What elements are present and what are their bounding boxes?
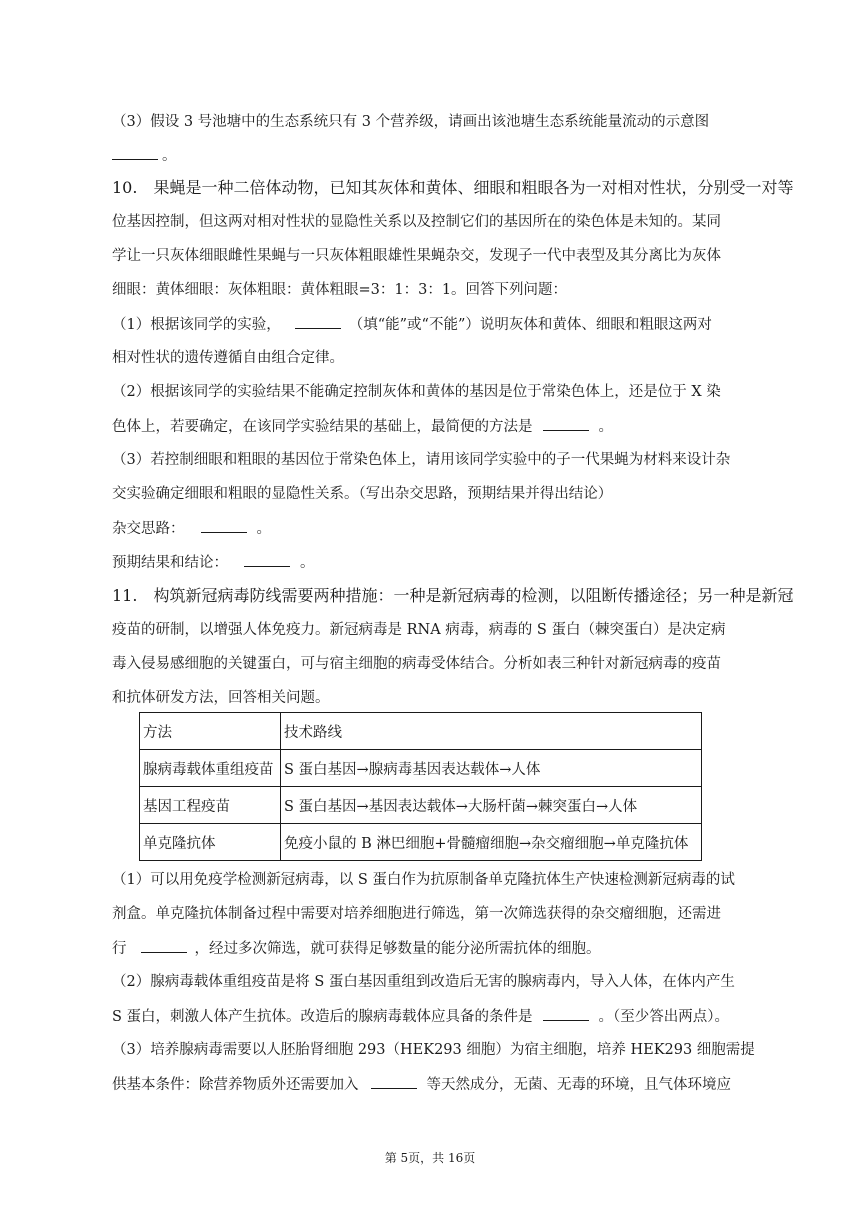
- q11-part2-tail: 。（至少答出两点）。: [598, 1009, 730, 1025]
- q10-part2-line2: [112, 416, 613, 437]
- q11-part2-line2: [112, 1006, 729, 1027]
- table-header-method: 方法: [140, 713, 281, 750]
- table-cell: 腺病毒载体重组疫苗: [140, 750, 281, 787]
- q11-part1-text: 行: [112, 941, 127, 957]
- q11-part1-line1: （1）可以用免疫学检测新冠病毒，以 S 蛋白作为抗原制备单克隆抗体生产快速检测新冠病毒的试: [112, 872, 735, 888]
- q10-expected-result: [112, 552, 315, 573]
- q11-part1-line2: 剂盒。单克隆抗体制备过程中需要对培养细胞进行筛选，第一次筛选获得的杂交瘤细胞，还需进: [112, 906, 721, 922]
- q11-line4: 和抗体研发方法，回答相关问题。: [112, 690, 330, 706]
- answer-blank[interactable]: [141, 938, 187, 953]
- table-row: [140, 787, 702, 824]
- q10-part2-text: 色体上，若要确定，在该同学实验结果的基础上，最简便的方法是: [112, 419, 533, 435]
- table-cell: 基因工程疫苗: [140, 787, 281, 824]
- q10-line3: 学让一只灰体细眼雌性果蝇与一只灰体粗眼雄性果蝇杂交，发现子一代中表型及其分离比为灰体: [112, 248, 721, 264]
- q10-part1-text: （1）根据该同学的实验，: [112, 317, 281, 333]
- table-row: [140, 824, 702, 861]
- q11-line3: 毒入侵易感细胞的关键蛋白，可与宿主细胞的病毒受体结合。分析如表三种针对新冠病毒的疫苗: [112, 656, 721, 672]
- q10-line2: 位基因控制，但这两对相对性状的显隐性关系以及控制它们的基因所在的染色体是未知的。某同: [112, 214, 721, 230]
- table-header-route: 技术路线: [281, 713, 702, 750]
- answer-blank[interactable]: [295, 314, 341, 329]
- q11-part2-line1: （2）腺病毒载体重组疫苗是将 S 蛋白基因重组到改造后无害的腺病毒内，导入人体，在体内产生: [112, 974, 735, 990]
- q10-part2-line1: （2）根据该同学的实验结果不能确定控制灰体和黄体的基因是位于常染色体上，还是位于 X 染: [112, 384, 721, 400]
- q11-part3-tail: 等天然成分，无菌、无毒的环境，且气体环境应: [426, 1077, 731, 1093]
- q10-line1: 10. 果蝇是一种二倍体动物，已知其灰体和黄体、细眼和粗眼各为一对相对性状，分别受一对等: [112, 178, 794, 197]
- q11-part1-line3: [112, 938, 601, 959]
- answer-blank[interactable]: [371, 1074, 417, 1089]
- table-cell: S 蛋白基因→基因表达载体→大肠杆菌→棘突蛋白→人体: [281, 787, 702, 824]
- q11-line2: 疫苗的研制，以增强人体免疫力。新冠病毒是 RNA 病毒，病毒的 S 蛋白（棘突蛋白）是决定病: [112, 622, 726, 638]
- q11-part1-tail: ，经过多次筛选，就可获得足够数量的能分泌所需抗体的细胞。: [194, 941, 601, 957]
- answer-blank[interactable]: [201, 518, 247, 533]
- expected-result-label: 预期结果和结论：: [112, 555, 228, 571]
- q10-part1-line1: [112, 314, 712, 335]
- q10-part1-tail: （填“能”或“不能”）说明灰体和黄体、细眼和粗眼这两对: [348, 317, 712, 333]
- answer-blank[interactable]: [543, 416, 589, 431]
- q11-part3-text: 供基本条件：除营养物质外还需要加入: [112, 1077, 359, 1093]
- page-footer: 第 5页，共 16页: [384, 1151, 476, 1165]
- q11-part3-line1: （3）培养腺病毒需要以人胚胎肾细胞 293（HEK293 细胞）为宿主细胞，培养 HEK293 细胞需提: [112, 1042, 755, 1058]
- q11-part2-text: S 蛋白，刺激人体产生抗体。改造后的腺病毒载体应具备的条件是: [112, 1009, 533, 1025]
- methods-table: [139, 712, 702, 861]
- table-cell: S 蛋白基因→腺病毒基因表达载体→人体: [281, 750, 702, 787]
- q11-line1: 11. 构筑新冠病毒防线需要两种措施：一种是新冠病毒的检测，以阻断传播途径；另一种是新冠: [112, 586, 794, 605]
- period: 。: [256, 521, 271, 537]
- answer-blank[interactable]: [543, 1006, 589, 1021]
- q11-part3-line2: [112, 1074, 731, 1095]
- q10-part3-line2: 交实验确定细眼和粗眼的显隐性关系。（写出杂交思路，预期结果并得出结论）: [112, 486, 613, 502]
- table-row: [140, 750, 702, 787]
- answer-blank[interactable]: [244, 552, 290, 567]
- period: 。: [162, 148, 177, 164]
- q10-line4: 细眼：黄体细眼：灰体粗眼：黄体粗眼=3：1：3：1。回答下列问题：: [112, 282, 568, 298]
- answer-blank[interactable]: [112, 145, 158, 160]
- q9-part3-line2: [112, 145, 177, 166]
- period: 。: [300, 555, 315, 571]
- q10-part3-line1: （3）若控制细眼和粗眼的基因位于常染色体上，请用该同学实验中的子一代果蝇为材料来设计杂: [112, 452, 731, 468]
- q9-part3-line1: （3）假设 3 号池塘中的生态系统只有 3 个营养级，请画出该池塘生态系统能量流动的示意图: [112, 114, 710, 130]
- q10-cross-idea: [112, 518, 271, 539]
- table-cell: 免疫小鼠的 B 淋巴细胞+骨髓瘤细胞→杂交瘤细胞→单克隆抗体: [281, 824, 702, 861]
- q10-part1-line2: 相对性状的遗传遵循自由组合定律。: [112, 350, 344, 366]
- period: 。: [598, 419, 613, 435]
- cross-idea-label: 杂交思路：: [112, 521, 185, 537]
- table-header-row: [140, 713, 702, 750]
- table-cell: 单克隆抗体: [140, 824, 281, 861]
